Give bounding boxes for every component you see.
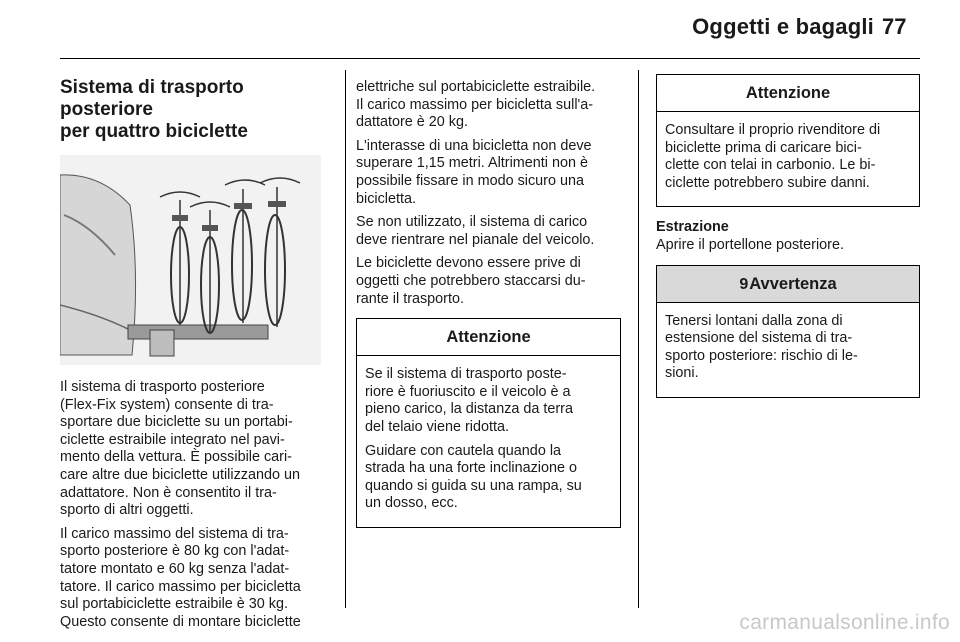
caution-box-carbon-frames <box>656 74 920 207</box>
subsection-title: Estrazione <box>656 219 729 236</box>
objects-paragraph: Le biciclette devono essere prive di oggetti che potrebbero staccarsi du- rante il trasporto. <box>356 255 586 307</box>
caution-body: Se il sistema di trasporto poste- riore è fuoriuscito e il veicolo è a pieno carico, la distanza da terra del telaio viene ridotta. Guidare con cautela quando la strada ha una forte inclinazione o quando si guida su una rampa, su un dosso, ecc. <box>365 366 582 512</box>
warning-box <box>656 265 920 398</box>
column-divider-right <box>638 70 639 608</box>
header-rule <box>60 58 920 59</box>
retract-paragraph: Se non utilizzato, il sistema di carico deve rientrare nel pianale del veicolo. <box>356 214 595 248</box>
warning-body: Tenersi lontani dalla zona di estensione del sistema di tra- sporto posteriore: rischio di le- sioni. <box>665 312 858 382</box>
column-1 <box>60 77 335 637</box>
instruction-text: Aprire il portellone posteriore. <box>656 236 844 253</box>
caution-box-ground-clearance <box>356 318 621 528</box>
section-title: Sistema di trasporto posteriore per quattro biciclette <box>60 77 248 142</box>
column-divider-left <box>345 70 346 608</box>
warning-heading: 9Avvertenza <box>657 266 919 303</box>
column-2 <box>356 79 628 528</box>
page-number: 77 <box>882 14 907 39</box>
bike-rack-illustration <box>60 155 321 365</box>
caution-body: Consultare il proprio rivenditore di biciclette prima di caricare bici- clette con telai in carbonio. Le bi- ciclette potrebbero subire danni. <box>665 122 881 191</box>
caution-heading: Attenzione <box>357 319 620 356</box>
column-3 <box>656 74 920 398</box>
watermark: carmanualsonline.info <box>739 611 950 634</box>
continued-paragraph: elettriche sul portabiciclette estraibile. Il carico massimo per bicicletta sull'a- dattatore è 20 kg. <box>356 79 596 131</box>
intro-paragraph: Il sistema di trasporto posteriore (Flex-Fix system) consente di tra- sportare due biciclette su un portabi- ciclette estraibile integrato nel pavi- mento della vettura. È possibile cari- care altre due biciclette utilizzando un adattatore. Non è consentito il tra- sporto di altri oggetti. <box>60 379 300 519</box>
load-paragraph: Il carico massimo del sistema di tra- sporto posteriore è 80 kg con l'adat- tatore montato e 60 kg senza l'adat- tatore. Il carico massimo per bicicletta sul portabiciclette estraibile è 30 kg. Questo consente di montare biciclette <box>60 525 301 630</box>
page-header-title: Oggetti e bagagli <box>692 14 874 39</box>
wheelbase-paragraph: L'interasse di una bicicletta non deve superare 1,15 metri. Altrimenti non è possibile fissare in modo sicuro una bicicletta. <box>356 137 592 207</box>
caution-heading: Attenzione <box>657 75 919 112</box>
warning-triangle-icon: 9 <box>739 275 749 293</box>
